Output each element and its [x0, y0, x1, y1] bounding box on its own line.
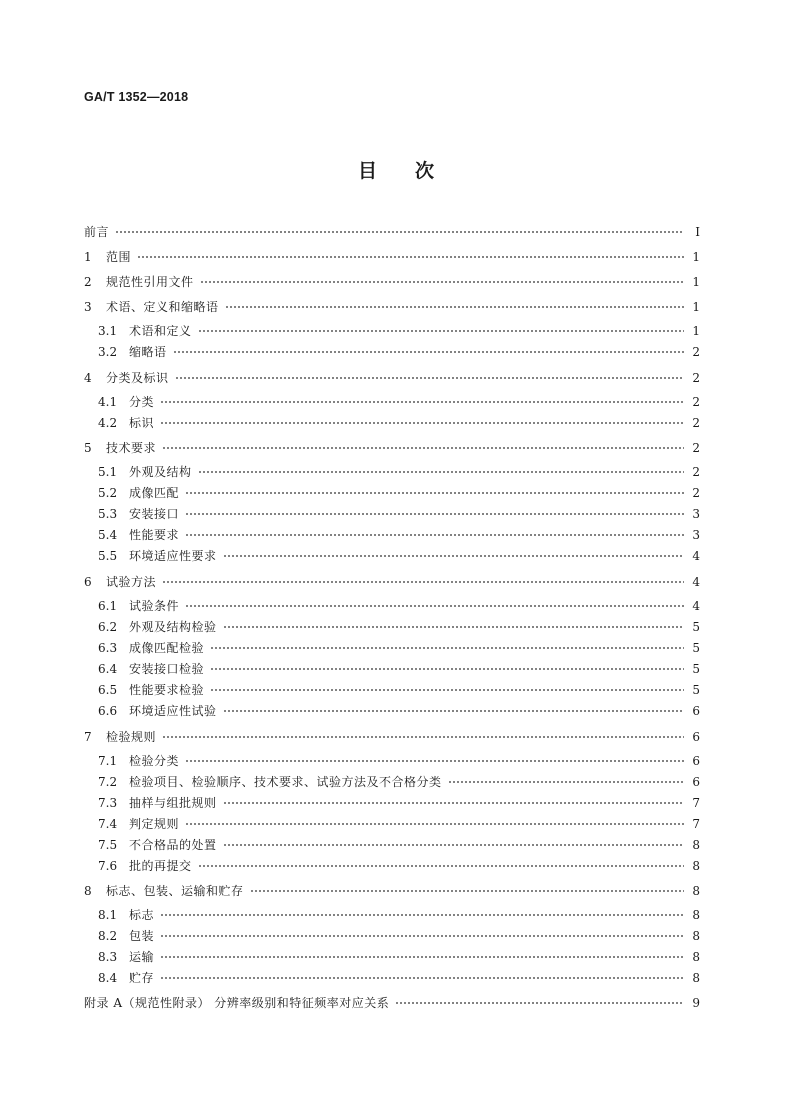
- toc-entry[interactable]: [84, 298, 700, 315]
- toc-entry[interactable]: [84, 343, 700, 360]
- toc-entry-page: 6: [692, 730, 700, 744]
- toc-entry[interactable]: [84, 882, 700, 899]
- dot-leader: [223, 704, 684, 716]
- toc-entry-number: 1: [84, 250, 92, 264]
- toc-entry-label: 贮存: [129, 971, 155, 985]
- toc-entry-page: 6: [692, 704, 700, 718]
- toc-entry-page: 1: [692, 250, 700, 264]
- toc-entry-page: 4: [692, 549, 700, 563]
- toc-entry-page: 5: [692, 662, 700, 676]
- toc-entry-page: 8: [692, 884, 700, 898]
- dot-leader: [185, 528, 684, 540]
- toc-entry-page: 6: [692, 775, 700, 789]
- toc-entry[interactable]: [84, 369, 700, 386]
- toc-entry-page: 2: [692, 465, 700, 479]
- toc-entry-label: 检验项目、检验顺序、技术要求、试验方法及不合格分类: [129, 775, 442, 789]
- toc-entry[interactable]: [84, 660, 700, 677]
- toc-entry-page: 9: [692, 996, 700, 1010]
- toc-entry-label: 检验规则: [106, 730, 157, 744]
- toc-entry[interactable]: [84, 248, 700, 265]
- dot-leader: [250, 884, 684, 896]
- toc-entry-page: 3: [692, 507, 700, 521]
- toc-entry-label: 抽样与组批规则: [129, 796, 217, 810]
- toc-entry-page: 5: [692, 620, 700, 634]
- toc-entry-page: 4: [692, 575, 700, 589]
- toc-entry-label: 包装: [129, 929, 155, 943]
- toc-entry[interactable]: [84, 927, 700, 944]
- toc-entry[interactable]: [84, 639, 700, 656]
- document-code: GA/T 1352—2018: [84, 90, 189, 104]
- toc-entry-number: 5: [84, 441, 92, 455]
- toc-entry[interactable]: [84, 273, 700, 290]
- toc-entry-number: 6.5: [98, 683, 118, 697]
- dot-leader: [395, 996, 684, 1008]
- toc-entry-number: 7.3: [98, 796, 118, 810]
- dot-leader: [223, 796, 684, 808]
- toc-entry-page: 7: [692, 817, 700, 831]
- toc-entry[interactable]: [84, 414, 700, 431]
- dot-leader: [225, 300, 684, 312]
- toc-entry-page: 8: [692, 838, 700, 852]
- toc-entry-label: 附录 A（规范性附录） 分辨率级别和特征频率对应关系: [84, 996, 390, 1010]
- dot-leader: [185, 754, 684, 766]
- toc-entry[interactable]: [84, 597, 700, 614]
- toc-entry-page: 5: [692, 683, 700, 697]
- toc-entry-number: 4.1: [98, 395, 118, 409]
- toc-entry-number: 6: [84, 575, 92, 589]
- toc-entry-number: 7.4: [98, 817, 118, 831]
- dot-leader: [223, 620, 684, 632]
- toc-entry-number: 7.2: [98, 775, 118, 789]
- toc-entry-number: 5.1: [98, 465, 118, 479]
- dot-leader: [115, 225, 684, 237]
- dot-leader: [200, 275, 684, 287]
- toc-entry-number: 7.5: [98, 838, 118, 852]
- toc-entry[interactable]: [84, 526, 700, 543]
- toc-entry[interactable]: [84, 728, 700, 745]
- toc-entry[interactable]: [84, 463, 700, 480]
- toc-entry[interactable]: [84, 948, 700, 965]
- toc-entry-label: 规范性引用文件: [106, 275, 194, 289]
- toc-entry-number: 5.2: [98, 486, 118, 500]
- toc-entry-label: 标识: [129, 416, 155, 430]
- dot-leader: [162, 441, 684, 453]
- toc-entry[interactable]: [84, 484, 700, 501]
- toc-entry-page: 1: [692, 275, 700, 289]
- toc-entry[interactable]: [84, 702, 700, 719]
- dot-leader: [162, 730, 684, 742]
- toc-entry-number: 8.2: [98, 929, 118, 943]
- dot-leader: [175, 371, 684, 383]
- toc-entry-label: 术语、定义和缩略语: [106, 300, 219, 314]
- toc-entry-page: 2: [692, 416, 700, 430]
- toc-entry-label: 检验分类: [129, 754, 180, 768]
- toc-entry[interactable]: [84, 969, 700, 986]
- dot-leader: [137, 250, 684, 262]
- toc-entry[interactable]: [84, 681, 700, 698]
- toc-entry-label: 术语和定义: [129, 324, 192, 338]
- toc-entry-label: 运输: [129, 950, 155, 964]
- dot-leader: [160, 908, 684, 920]
- toc-entry-label: 标志、包装、运输和贮存: [106, 884, 244, 898]
- toc-entry-page: 8: [692, 971, 700, 985]
- toc-entry-label: 技术要求: [106, 441, 157, 455]
- dot-leader: [210, 683, 684, 695]
- dot-leader: [198, 465, 684, 477]
- dot-leader: [210, 662, 684, 674]
- toc-entry-page: 8: [692, 929, 700, 943]
- toc-entry-number: 3.1: [98, 324, 118, 338]
- toc-entry-number: 7.6: [98, 859, 118, 873]
- page-title: 目次: [357, 160, 472, 182]
- dot-leader: [448, 775, 684, 787]
- toc-entry-label: 环境适应性要求: [129, 549, 217, 563]
- toc-entry-page: 8: [692, 859, 700, 873]
- toc-entry-number: 2: [84, 275, 92, 289]
- toc-entry-number: 3.2: [98, 345, 118, 359]
- toc-entry-page: 2: [692, 441, 700, 455]
- toc-entry[interactable]: [84, 547, 700, 564]
- toc-entry-number: 6.2: [98, 620, 118, 634]
- toc-entry-number: 5.3: [98, 507, 118, 521]
- toc-entry-page: 2: [692, 395, 700, 409]
- dot-leader: [160, 971, 684, 983]
- toc-entry-number: 3: [84, 300, 92, 314]
- toc-entry-label: 判定规则: [129, 817, 180, 831]
- toc-entry-label: 标志: [129, 908, 155, 922]
- toc-entry-label: 性能要求检验: [129, 683, 205, 697]
- toc-entry-label: 成像匹配: [129, 486, 180, 500]
- toc-entry-label: 分类: [129, 395, 155, 409]
- toc-entry-label: 不合格品的处置: [129, 838, 217, 852]
- toc-entry-label: 外观及结构检验: [129, 620, 217, 634]
- toc-entry[interactable]: [84, 223, 700, 240]
- toc-entry[interactable]: [84, 794, 700, 811]
- toc-entry-page: 8: [692, 950, 700, 964]
- toc-entry-page: 6: [692, 754, 700, 768]
- toc-entry-number: 4: [84, 371, 92, 385]
- toc-entry[interactable]: [84, 906, 700, 923]
- toc-entry-label: 批的再提交: [129, 859, 192, 873]
- toc-entry-number: 6.1: [98, 599, 118, 613]
- dot-leader: [160, 416, 684, 428]
- dot-leader: [185, 599, 684, 611]
- toc-entry-number: 6.6: [98, 704, 118, 718]
- toc-entry-number: 5.5: [98, 549, 118, 563]
- toc-entry-number: 8: [84, 884, 92, 898]
- dot-leader: [223, 838, 684, 850]
- dot-leader: [173, 345, 684, 357]
- toc-entry[interactable]: [84, 994, 700, 1011]
- toc-entry-number: 8.1: [98, 908, 118, 922]
- toc-entry-label: 外观及结构: [129, 465, 192, 479]
- toc-entry-page: 1: [692, 324, 700, 338]
- toc-entry-label: 环境适应性试验: [129, 704, 217, 718]
- toc-entry[interactable]: [84, 393, 700, 410]
- dot-leader: [185, 507, 684, 519]
- toc-entry-page: 4: [692, 599, 700, 613]
- toc-entry[interactable]: [84, 322, 700, 339]
- toc-entry-label: 性能要求: [129, 528, 180, 542]
- toc-entry[interactable]: [84, 439, 700, 456]
- toc-entry-page: 3: [692, 528, 700, 542]
- dot-leader: [198, 324, 684, 336]
- toc-entry-number: 7: [84, 730, 92, 744]
- dot-leader: [223, 549, 684, 561]
- toc-entry-page: Ⅰ: [695, 225, 700, 239]
- toc-entry-label: 范围: [106, 250, 132, 264]
- dot-leader: [162, 575, 684, 587]
- toc-entry-label: 缩略语: [129, 345, 167, 359]
- toc-entry-label: 试验条件: [129, 599, 180, 613]
- toc-entry-page: 8: [692, 908, 700, 922]
- toc-entry-number: 4.2: [98, 416, 118, 430]
- toc-entry-page: 2: [692, 486, 700, 500]
- dot-leader: [160, 395, 684, 407]
- toc-entry-label: 前言: [84, 225, 110, 239]
- toc-entry-page: 7: [692, 796, 700, 810]
- toc-entry[interactable]: [84, 505, 700, 522]
- toc-entry-label: 安装接口检验: [129, 662, 205, 676]
- toc-entry[interactable]: [84, 573, 700, 590]
- toc-entry[interactable]: [84, 857, 700, 874]
- dot-leader: [185, 817, 684, 829]
- toc-entry-number: 5.4: [98, 528, 118, 542]
- toc-entry[interactable]: [84, 618, 700, 635]
- dot-leader: [185, 486, 684, 498]
- dot-leader: [198, 859, 684, 871]
- dot-leader: [160, 950, 684, 962]
- toc-entry-page: 2: [692, 345, 700, 359]
- toc-entry-page: 1: [692, 300, 700, 314]
- toc-entry[interactable]: [84, 815, 700, 832]
- toc-entry-label: 试验方法: [106, 575, 157, 589]
- toc-entry-label: 安装接口: [129, 507, 180, 521]
- dot-leader: [210, 641, 684, 653]
- toc-entry-page: 5: [692, 641, 700, 655]
- toc-entry-number: 6.4: [98, 662, 118, 676]
- dot-leader: [160, 929, 684, 941]
- toc-entry[interactable]: [84, 836, 700, 853]
- toc-entry[interactable]: [84, 773, 700, 790]
- toc-entry-number: 8.4: [98, 971, 118, 985]
- toc-entry-page: 2: [692, 371, 700, 385]
- toc-entry-label: 分类及标识: [106, 371, 169, 385]
- toc-entry[interactable]: [84, 752, 700, 769]
- toc-entry-number: 6.3: [98, 641, 118, 655]
- toc-entry-label: 成像匹配检验: [129, 641, 205, 655]
- toc-entry-number: 7.1: [98, 754, 118, 768]
- toc-entry-number: 8.3: [98, 950, 118, 964]
